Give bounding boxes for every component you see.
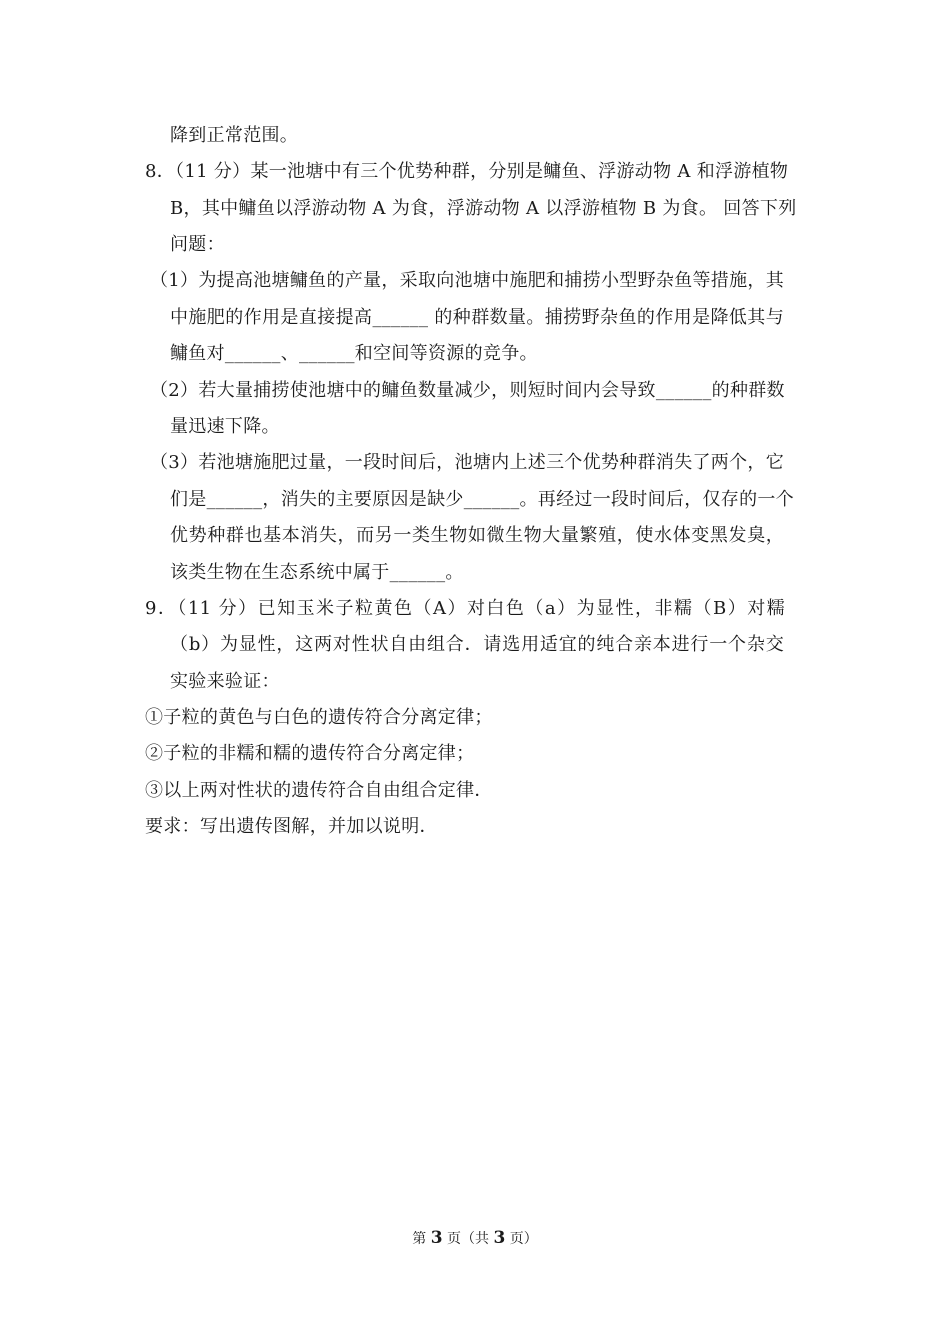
q9-stem-line-2: （b）为显性，这两对性状自由组合．请选用适宜的纯合亲本进行一个杂交 [170, 634, 784, 655]
q9-item-1: ①子粒的黄色与白色的遗传符合分离定律； [145, 707, 493, 728]
q8-stem-line-3: 问题： [170, 234, 225, 255]
q9-stem-line-3: 实验来验证： [170, 671, 280, 692]
q8-part2-line-2: 量迅速下降。 [170, 416, 280, 437]
q8-part3-line-4: 该类生物在生态系统中属于______。 [170, 562, 464, 583]
q8-part3-line-3: 优势种群也基本消失，而另一类生物如微生物大量繁殖，使水体变黑发臭， [170, 525, 784, 546]
q9-stem-line-1: 9．（11 分）已知玉米子粒黄色（A）对白色（a）为显性，非糯（B）对糯 [145, 598, 785, 619]
q8-part3-line-2: 们是______，消失的主要原因是缺少______。再经过一段时间后，仅存的一个 [170, 489, 794, 510]
q9-item-2: ②子粒的非糯和糯的遗传符合分离定律； [145, 743, 475, 764]
q7-ending-line: 降到正常范围。 [170, 125, 299, 146]
footer-suffix: 页） [505, 1231, 538, 1247]
q9-item-3: ③以上两对性状的遗传符合自由组合定律． [145, 780, 493, 801]
footer-page-number: 3 [430, 1228, 443, 1248]
q8-part3-line-1: （3）若池塘施肥过量，一段时间后，池塘内上述三个优势种群消失了两个，它 [150, 452, 784, 473]
footer-prefix: 第 [412, 1231, 431, 1247]
footer-total-pages: 3 [493, 1228, 506, 1248]
footer-middle: 页（共 [442, 1231, 494, 1247]
q8-stem-line-1: 8．（11 分）某一池塘中有三个优势种群，分别是鳙鱼、浮游动物 A 和浮游植物 [145, 161, 789, 182]
page-footer [0, 1228, 950, 1249]
q8-part2-line-1: （2）若大量捕捞使池塘中的鳙鱼数量减少，则短时间内会导致______的种群数 [150, 380, 785, 401]
q8-part1-line-2: 中施肥的作用是直接提高______ 的种群数量。捕捞野杂鱼的作用是降低其与 [170, 307, 784, 328]
q8-part1-line-1: （1）为提高池塘鳙鱼的产量，采取向池塘中施肥和捕捞小型野杂鱼等措施，其 [150, 270, 784, 291]
q9-requirement: 要求：写出遗传图解，并加以说明． [145, 816, 438, 837]
q8-part1-line-3: 鳙鱼对______、______和空间等资源的竞争。 [170, 343, 538, 364]
q8-stem-line-2: B，其中鳙鱼以浮游动物 A 为食，浮游动物 A 以浮游植物 B 为食。 回答下列 [170, 198, 797, 219]
